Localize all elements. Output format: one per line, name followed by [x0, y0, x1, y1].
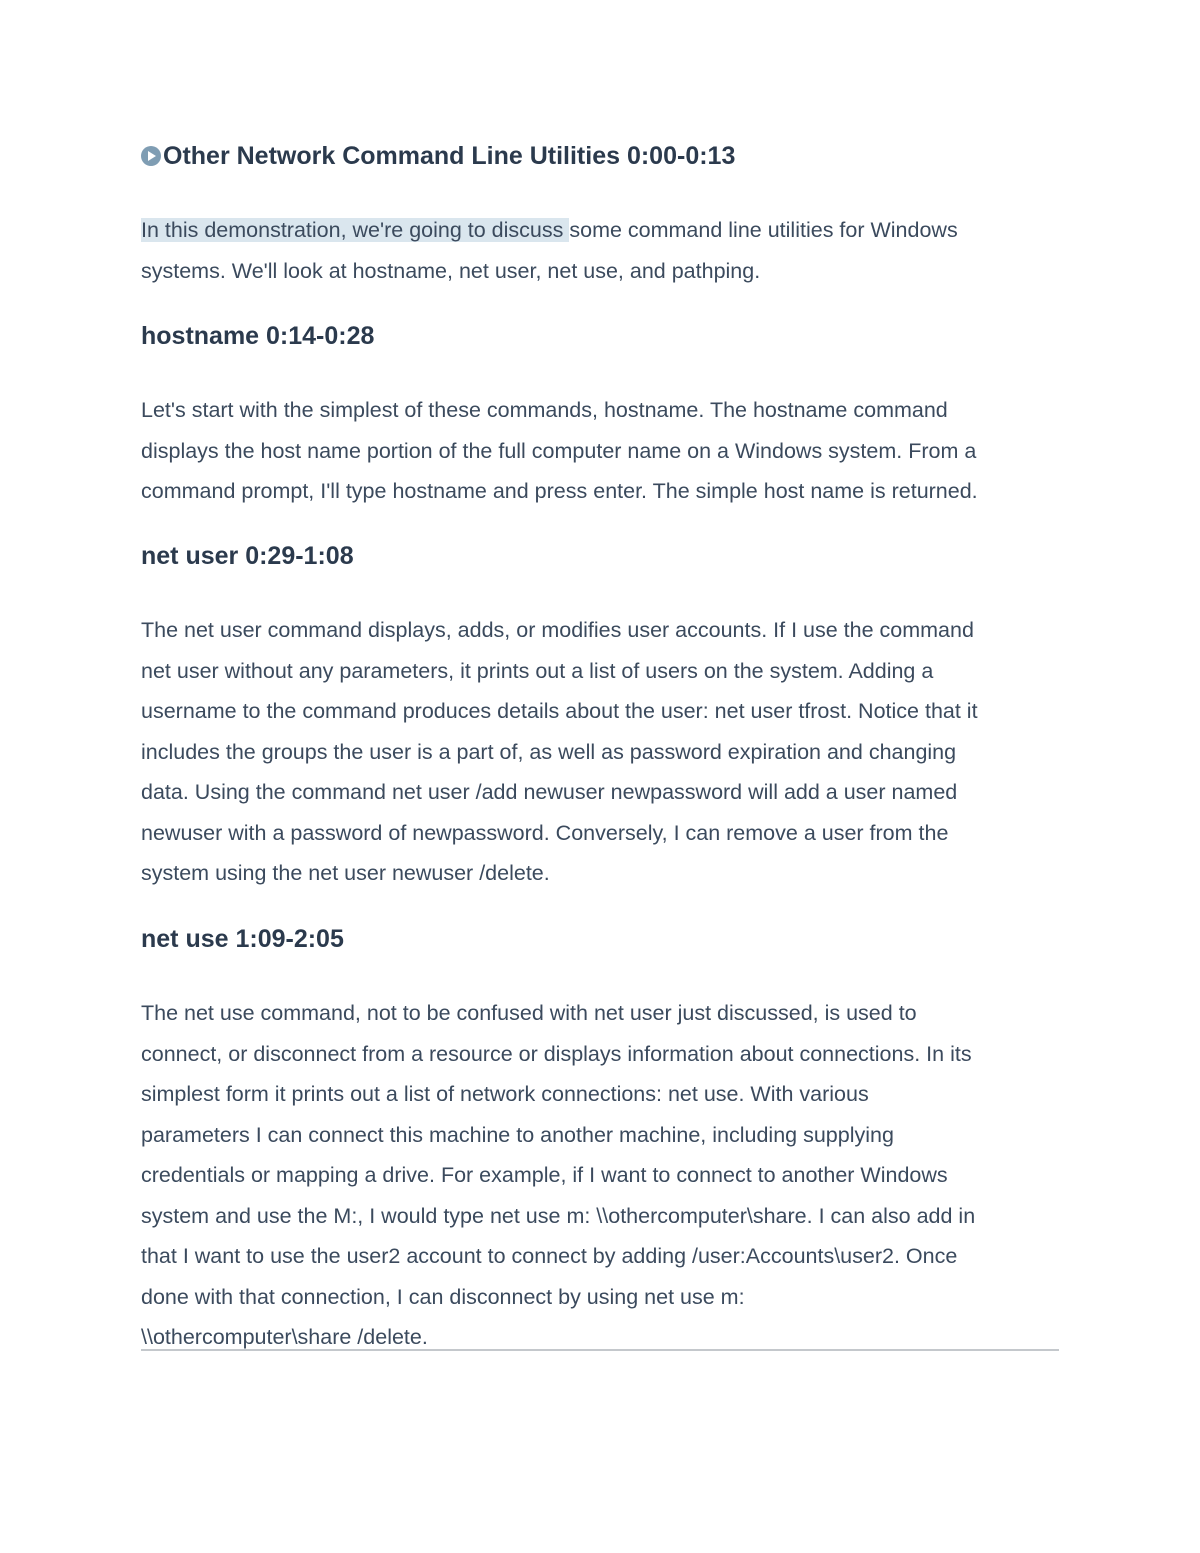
play-circle-icon[interactable] — [141, 146, 161, 166]
hostname-paragraph: Let's start with the simplest of these commands, hostname. The hostname command displays the host name portion of the full computer name on a Windows system. From a command prompt, I'll type hostname and press enter. The simple host name is returned. — [141, 398, 978, 503]
net-user-paragraph: The net user command displays, adds, or modifies user accounts. If I use the command net user without any parameters, it prints out a list of users on the system. Adding a username to the command produces details about the user: net user tfrost. Notice that it includes the groups the user is a part of, as well as password expiration and changing data. Using the command net user /add newuser newpassword will add a user named newuser with a password of newpassword. Conversely, I can remove a user from the system using the net user newuser /delete. — [141, 618, 978, 885]
bottom-divider — [141, 1349, 1059, 1351]
intro-heading — [141, 141, 735, 171]
highlighted-text: In this demonstration, we're going to discuss — [141, 218, 570, 242]
net-use-heading: net use 1:09-2:05 — [141, 925, 344, 953]
hostname-heading: hostname 0:14-0:28 — [141, 322, 375, 350]
net-user-heading: net user 0:29-1:08 — [141, 542, 354, 570]
intro-title: Other Network Command Line Utilities 0:00-0:13 — [163, 142, 736, 170]
net-use-paragraph: The net use command, not to be confused with net user just discussed, is used to connect, or disconnect from a resource or displays information about connections. In its simplest form it prints out a list of network connections: net use. With various parameters I can connect this machine to another machine, including supplying credentials or mapping a drive. For example, if I want to connect to another Windows system and use the M:, I would type net use m: \\othercomputer\share. I can also add in that I want to use the user2 account to connect by adding /user:Accounts\user2. Once done with that connection, I can disconnect by using net use m: \\othercomputer\share /delete. — [141, 1001, 976, 1349]
intro-paragraph — [141, 210, 1061, 291]
intro-body-text: some command line utilities for Windows systems. We'll look at hostname, net user, net use, and pathping. — [141, 218, 958, 283]
